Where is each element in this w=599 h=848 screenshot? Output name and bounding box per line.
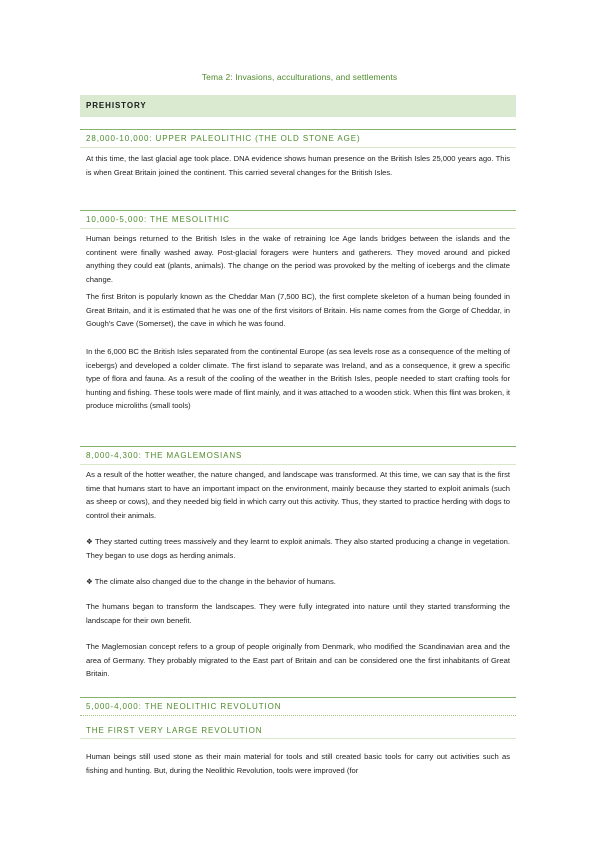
bullet-item [86, 575, 510, 589]
diamond-bullet-icon: ❖ [86, 537, 93, 546]
paragraph: In the 6,000 BC the British Isles separated from the continental Europe (as sea levels rose as a consequence of the melting of icebergs) and developed a colder climate. The first island to separate was Ireland, and as a consequence, it grew a specific type of flora and fauna. As a result of the cooling of the weather in the British Isles, people needed to start crafting tools for hunting and fishing. These tools were made of flint mainly, and it was attached to a wooden stick. When this flint was broken, it produce microliths (small tools) [86, 347, 510, 411]
paragraph: The humans began to transform the landscapes. They were fully integrated into nature until they started transforming the landscape for their own benefit. [86, 602, 510, 625]
chapter-banner: PREHISTORY [80, 95, 516, 117]
section-heading-neolithic-revolution: 5,000-4,000: THE NEOLITHIC REVOLUTION [80, 697, 516, 716]
diamond-bullet-icon: ❖ [86, 577, 93, 586]
section-heading-maglemosians: 8,000-4,300: THE MAGLEMOSIANS [80, 446, 516, 465]
bullet-text: They started cutting trees massively and they learnt to exploit animals. They also started producing a change in vegetation. They began to use dogs as herding animals. [86, 537, 510, 560]
paragraph: Human beings still used stone as their main material for tools and still created basic tools for carry out activities such as fishing and hunting. But, during the Neolithic Revolution, tools were improved (for [86, 752, 510, 775]
section-heading-mesolithic: 10,000-5,000: THE MESOLITHIC [80, 210, 516, 229]
document-title: Tema 2: Invasions, acculturations, and settlements [201, 72, 398, 82]
bullet-item [86, 535, 510, 562]
subsection-heading: THE FIRST VERY LARGE REVOLUTION [80, 724, 516, 739]
paragraph: At this time, the last glacial age took place. DNA evidence shows human presence on the British Isles 25,000 years ago. This is when Great Britain joined the continent. This carried several changes for the British Isles. [86, 154, 510, 177]
bullet-text: The climate also changed due to the change in the behavior of humans. [94, 577, 336, 586]
paragraph: The first Briton is popularly known as the Cheddar Man (7,500 BC), the first complete skeleton of a human being founded in Great Britain, and it is estimated that he was one of the first visitors of Britain. His name comes from the Gorge of Cheddar, in Gough's Cave (Somerset), the cave in which he was found. [86, 292, 510, 329]
paragraph: Human beings returned to the British Isles in the wake of retraining Ice Age lands bridges between the islands and the continent were finally washed away. Post-glacial foragers were hunters and gatherers. They moved around and picked anything they could eat (plants, animals). The change on the period was provoked by the melting of icebergs and the climate change. [86, 234, 510, 284]
section-heading-upper-paleolithic: 28,000-10,000: UPPER PALEOLITHIC (THE OLD STONE AGE) [80, 129, 516, 148]
paragraph: As a result of the hotter weather, the nature changed, and landscape was transformed. At this time, we can say that is the first time that humans start to have an important impact on the environment, mainly because they started to exploit animals (such as sheep or cows), and they needed big field in which carry out this activity. Thus, they started to practice herding with dogs to control their animals. [86, 470, 510, 520]
paragraph: The Maglemosian concept refers to a group of people originally from Denmark, who modified the Scandinavian area and the area of Germany. They probably migrated to the East part of Britain and can be considered one the first inhabitants of Great Britain. [86, 642, 510, 679]
